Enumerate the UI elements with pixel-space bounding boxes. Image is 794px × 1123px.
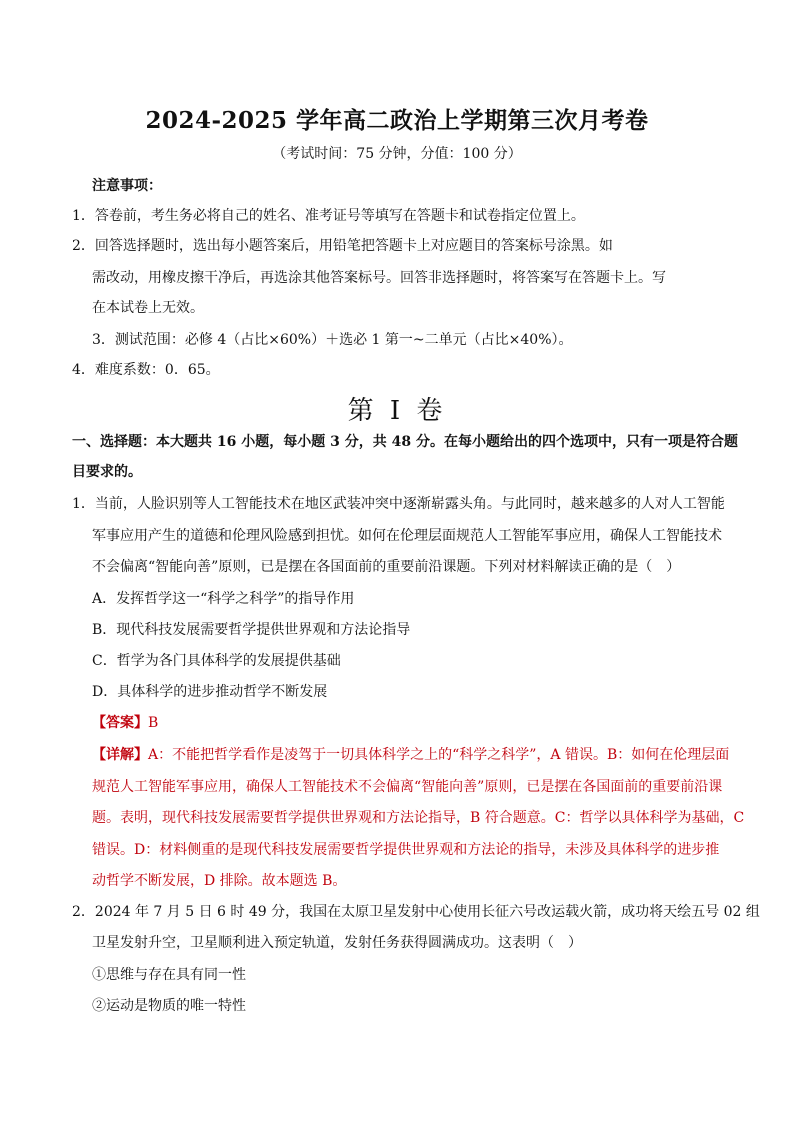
question-1-analysis — [92, 745, 729, 765]
question-1-option-b: B．现代科技发展需要哲学提供世界观和方法论指导 — [92, 622, 411, 638]
notice-item: 3．测试范围：必修 4（占比×60%）＋选必 1 第一~二单元（占比×40%）。 — [92, 332, 573, 348]
analysis-text: 规范人工智能军事应用，确保人工智能技术不会偏离“智能向善”原则，已是摆在各国面前的重要前沿课 — [92, 779, 723, 795]
question-1-option-a: A．发挥哲学这一“科学之科学”的指导作用 — [92, 591, 355, 607]
section-title: 第 I 卷 — [347, 396, 447, 426]
notice-item: 1．答卷前，考生务必将自己的姓名、准考证号等填写在答题卡和试卷指定位置上。 — [72, 208, 585, 224]
notice-item: 2．回答选择题时，选出每小题答案后，用铅笔把答题卡上对应题目的答案标号涂黑。如 — [72, 238, 613, 254]
question-1-stem: 军事应用产生的道德和伦理风险感到担忧。如何在伦理层面规范人工智能军事应用，确保人工智能技术 — [92, 528, 722, 544]
analysis-text: 错误。D：材料侧重的是现代科技发展需要哲学提供世界观和方法论的指导，未涉及具体科学的进步推 — [92, 842, 720, 858]
question-1-stem: 1．当前，人脸识别等人工智能技术在地区武装冲突中逐渐崭露头角。与此同时，越来越多的人对人工智能 — [72, 496, 725, 512]
section-instruction: 一、选择题：本大题共 16 小题，每小题 3 分，共 48 分。在每小题给出的四个选项中，只有一项是符合题 — [72, 434, 738, 450]
question-2-stem: 卫星发射升空，卫星顺利进入预定轨道，发射任务获得圆满成功。这表明（ ） — [92, 935, 582, 951]
question-1-option-c: C．哲学为各门具体科学的发展提供基础 — [92, 653, 341, 669]
analysis-label: 【详解】 — [92, 747, 148, 763]
notice-item: 在本试卷上无效。 — [92, 300, 204, 316]
question-2-option-2: ②运动是物质的唯一特性 — [92, 998, 246, 1014]
question-1-stem: 不会偏离“智能向善”原则，已是摆在各国面前的重要前沿课题。下列对材料解读正确的是（ ） — [92, 559, 681, 575]
question-1-option-d: D．具体科学的进步推动哲学不断发展 — [92, 684, 328, 700]
answer-value: B — [148, 715, 159, 731]
question-2-option-1: ①思维与存在具有同一性 — [92, 967, 246, 983]
section-instruction: 目要求的。 — [72, 464, 142, 480]
exam-title: 2024-2025 学年高二政治上学期第三次月考卷 — [145, 107, 649, 134]
question-1-answer — [92, 713, 158, 733]
analysis-text: A：不能把哲学看作是凌驾于一切具体科学之上的“科学之科学”，A 错误。B：如何在伦理层面 — [148, 747, 730, 763]
exam-subtitle: （考试时间：75 分钟，分值：100 分） — [272, 146, 522, 162]
analysis-text: 题。表明，现代科技发展需要哲学提供世界观和方法论指导，B 符合题意。C：哲学以具体科学为基础，C — [92, 810, 745, 826]
question-2-stem: 2．2024 年 7 月 5 日 6 时 49 分，我国在太原卫星发射中心使用长征六号改运载火箭，成功将天绘五号 02 组 — [72, 904, 760, 920]
notice-heading: 注意事项： — [92, 178, 162, 194]
analysis-text: 动哲学不断发展，D 排除。故本题选 B。 — [92, 873, 347, 889]
answer-label: 【答案】 — [92, 715, 148, 731]
notice-item: 需改动，用橡皮擦干净后，再选涂其他答案标号。回答非选择题时，将答案写在答题卡上。写 — [92, 270, 666, 286]
notice-item: 4．难度系数：0．65。 — [72, 362, 220, 378]
